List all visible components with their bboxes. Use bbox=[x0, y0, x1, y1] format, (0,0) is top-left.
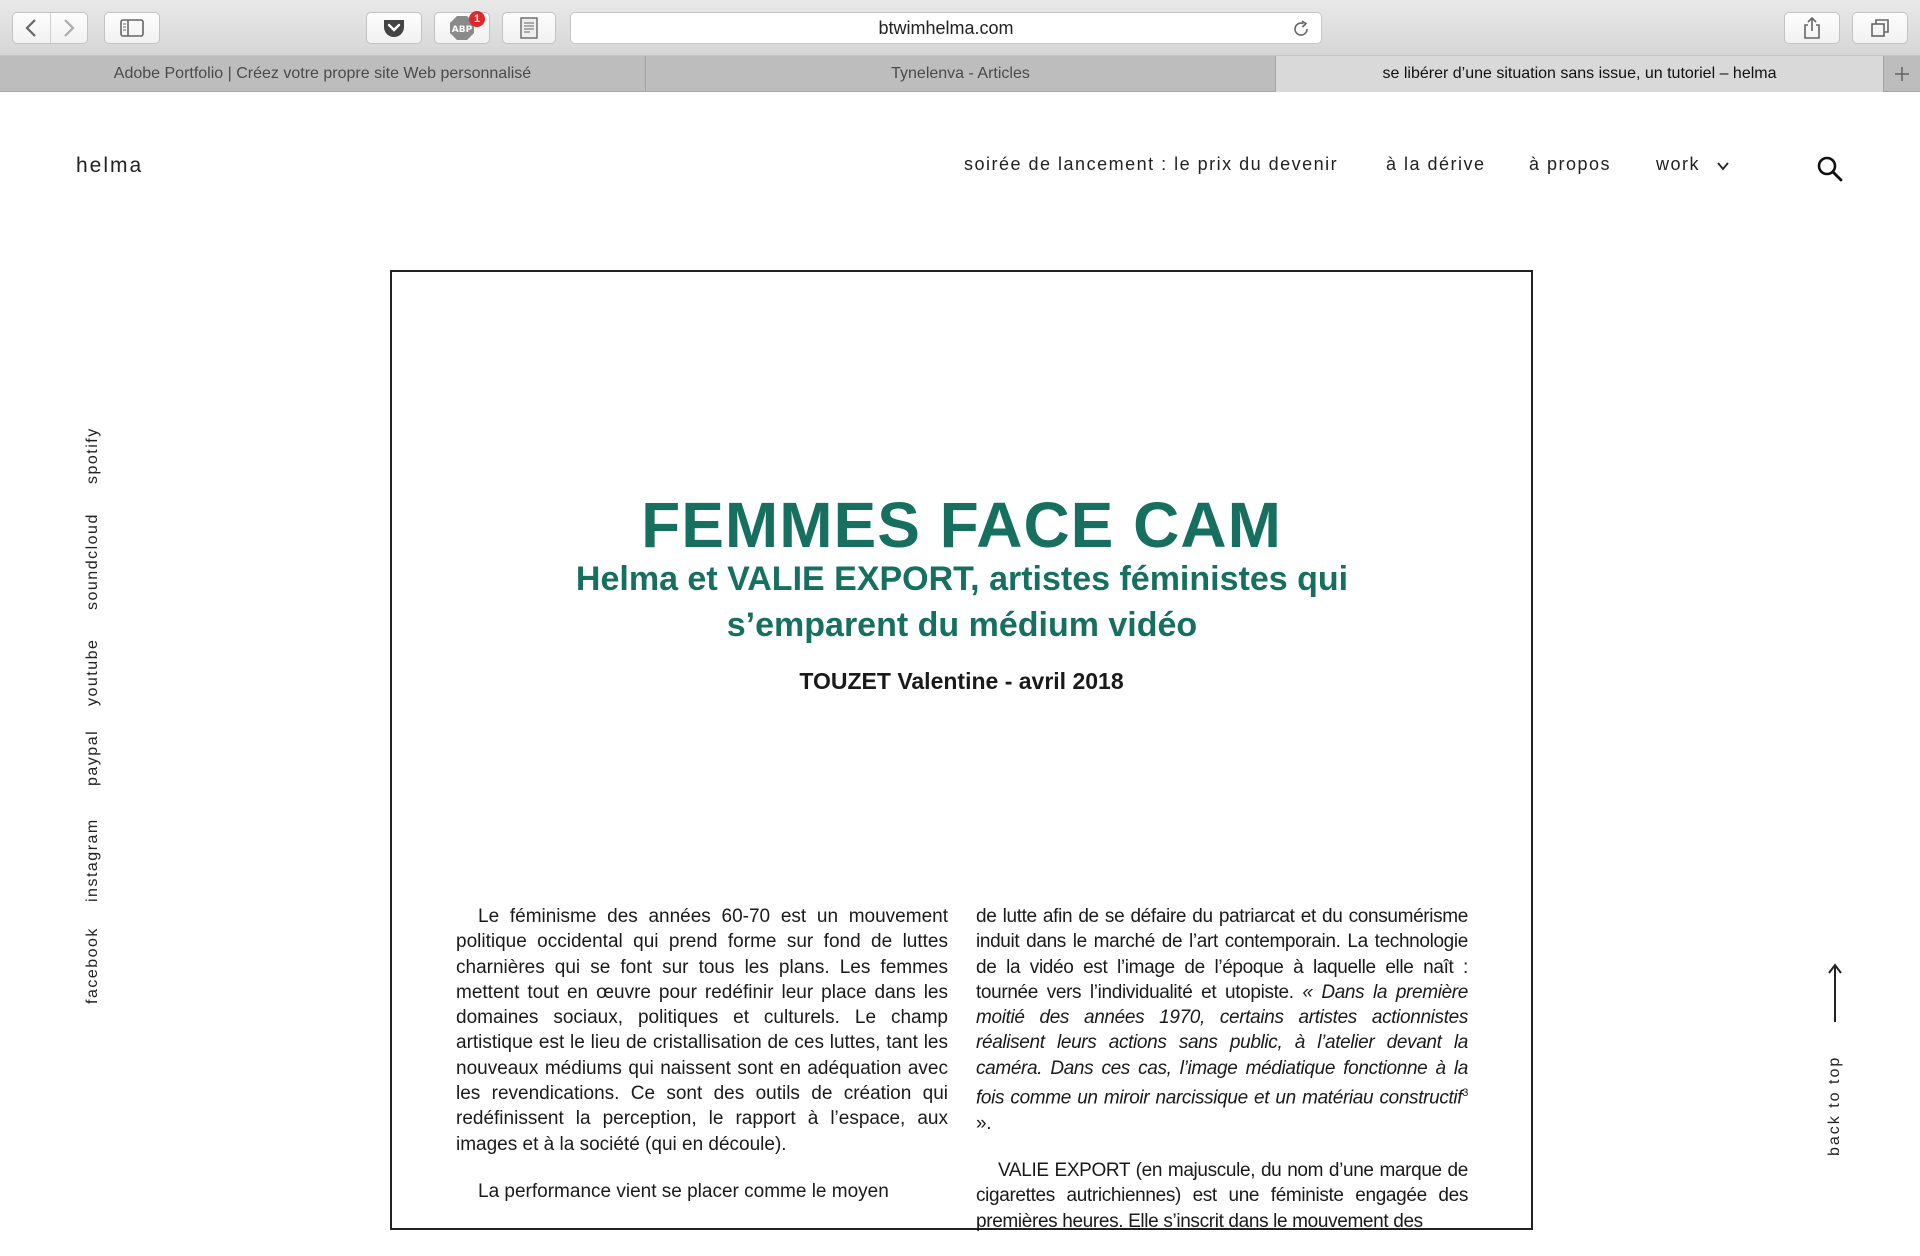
pocket-icon bbox=[382, 17, 406, 39]
article-paragraph bbox=[976, 904, 1468, 1136]
site-logo[interactable]: helma bbox=[76, 154, 144, 177]
chevron-left-icon bbox=[24, 18, 38, 38]
tab-bar bbox=[0, 56, 1920, 92]
social-link-instagram[interactable]: instagram bbox=[84, 818, 101, 902]
social-link-facebook[interactable]: facebook bbox=[84, 927, 101, 1004]
pocket-extension-button[interactable] bbox=[366, 12, 422, 44]
nav-item-a-la-derive[interactable]: à la dérive bbox=[1386, 154, 1486, 174]
article-author-date: TOUZET Valentine - avril 2018 bbox=[799, 668, 1124, 694]
plus-icon bbox=[1894, 66, 1910, 82]
back-to-top-line bbox=[1834, 966, 1836, 1022]
back-to-top-label: back to top bbox=[1826, 1055, 1843, 1156]
article-column-left bbox=[456, 904, 948, 1226]
sidebar-icon bbox=[120, 19, 144, 37]
social-link-youtube[interactable]: youtube bbox=[84, 638, 101, 706]
tab-overview-button[interactable] bbox=[1852, 12, 1908, 44]
article-paragraph: Le féminisme des années 60-70 est un mouvement politique occidental qui prend forme sur fond de luttes charnières qui se font sur tous les plans. Les femmes mettent tout en œuvre pour redéfinir leur place dans les domaines sociaux, politiques et culturels. Le champ artistique est le lieu de cristallisation de ces luttes, tant les nouveaux médiums qui naissent sont en adéquation avec les revendications. Ce sont des outils de création qui redéfinissent la perception, le rapport à l’espace, aux images et à la société (qui en découle). bbox=[456, 906, 948, 1155]
reload-icon[interactable] bbox=[1291, 19, 1311, 39]
back-to-top-link[interactable] bbox=[1822, 966, 1852, 1156]
nav-item-soiree-de-lancement[interactable]: soirée de lancement : le prix du devenir bbox=[964, 154, 1339, 174]
article-quote: « Dans la première moitié des années 1970, certains artistes actionnistes réalisent leurs actions sans public, à l’atelier devant la caméra. Dans ces cas, l’image médiatique fonctionne à la fois comme un miroir narcissique et un matériau constructif bbox=[976, 981, 1469, 1109]
address-bar[interactable] bbox=[570, 12, 1322, 44]
arrow-up-icon bbox=[1828, 964, 1842, 974]
article-title: FEMMES FACE CAM bbox=[641, 489, 1282, 561]
share-icon bbox=[1802, 16, 1822, 40]
article-subtitle bbox=[512, 556, 1412, 648]
article-subtitle-line-1: Helma et VALIE EXPORT, artistes féministes qui bbox=[575, 560, 1349, 598]
article-document bbox=[390, 270, 1533, 1230]
share-button[interactable] bbox=[1784, 12, 1840, 44]
article-text: ». bbox=[976, 1112, 992, 1134]
chevron-down-icon[interactable] bbox=[1716, 160, 1730, 172]
history-nav-group bbox=[12, 12, 88, 44]
tab-tynelenva-articles[interactable]: Tynelenva - Articles bbox=[646, 56, 1276, 92]
social-link-paypal[interactable]: paypal bbox=[84, 729, 101, 786]
nav-item-a-propos[interactable]: à propos bbox=[1529, 154, 1612, 174]
main-nav bbox=[0, 154, 1920, 184]
search-icon[interactable] bbox=[1816, 155, 1844, 183]
url-text: btwimhelma.com bbox=[878, 17, 1014, 38]
new-tab-button[interactable] bbox=[1884, 56, 1920, 92]
reader-extension-button[interactable] bbox=[502, 12, 556, 44]
tab-adobe-portfolio[interactable]: Adobe Portfolio | Créez votre propre site Web personnalisé bbox=[0, 56, 646, 92]
article-paragraph: La performance vient se placer comme le moyen bbox=[478, 1180, 889, 1202]
nav-item-work[interactable]: work bbox=[1656, 154, 1701, 174]
article-paragraph: VALIE EXPORT (en majuscule, du nom d’une marque de cigarettes autrichiennes) est une féministe engagée des premières heures. Elle s’inscrit dans le mouvement des bbox=[976, 1160, 1468, 1232]
page-icon bbox=[520, 17, 538, 39]
social-links bbox=[84, 0, 114, 1200]
tabs-icon bbox=[1870, 18, 1890, 38]
chevron-right-icon bbox=[62, 18, 76, 38]
adblock-extension-button[interactable] bbox=[434, 12, 490, 44]
article-column-right bbox=[976, 904, 1468, 1256]
social-link-soundcloud[interactable]: soundcloud bbox=[84, 513, 101, 610]
article-text: de lutte afin de se défaire du patriarcat et du consumérisme induit dans le marché de l’art contemporain. La technologie de la vidéo est l’image de l’époque à laquelle elle naît : tournée vers l’individualité et utopiste. bbox=[976, 906, 1468, 1003]
forward-button[interactable] bbox=[50, 13, 87, 43]
adblock-count-badge: 1 bbox=[469, 11, 485, 27]
social-link-spotify[interactable]: spotify bbox=[84, 427, 101, 484]
back-button[interactable] bbox=[13, 13, 50, 43]
browser-toolbar bbox=[0, 0, 1920, 56]
article-subtitle-line-2: s’emparent du médium vidéo bbox=[726, 606, 1198, 644]
footnote-marker[interactable]: 3 bbox=[1462, 1087, 1468, 1100]
svg-text:ABP: ABP bbox=[451, 25, 473, 35]
tab-helma-active[interactable]: se libérer d’une situation sans issue, un tutoriel – helma bbox=[1276, 56, 1884, 92]
